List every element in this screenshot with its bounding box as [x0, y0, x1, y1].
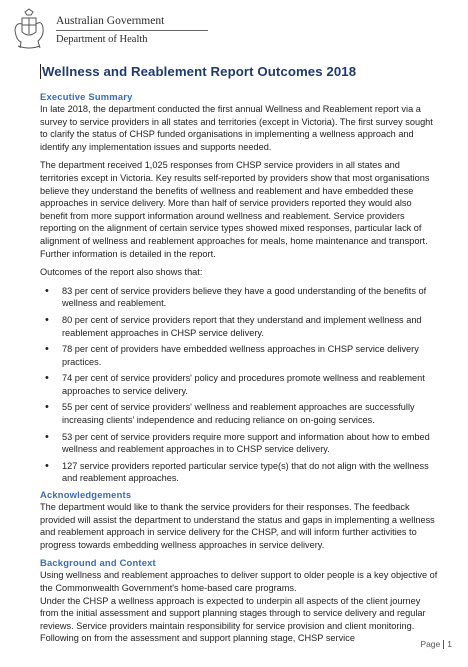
list-item: • 74 per cent of service providers' policy and procedures promote wellness and reablement approaches to service delivery.: [62, 372, 438, 397]
list-item: • 55 per cent of service providers' wellness and reablement approaches are successfully increasing clients' independence and reducing reliance on on-going services.: [62, 401, 438, 426]
list-item: • 127 service providers reported particular service type(s) that do not align with the wellness and reablement approaches.: [62, 460, 438, 485]
header-rule: [56, 30, 208, 31]
letterhead: [12, 6, 165, 54]
summary-paragraph-3: Outcomes of the report also shows that:: [40, 267, 203, 278]
page-number-value: 1: [447, 639, 452, 649]
section-heading-acknowledgements: Acknowledgements: [40, 489, 132, 501]
list-item: • 83 per cent of service providers believe they have a good understanding of the benefits of wellness and reablement.: [62, 285, 438, 310]
agency-name: Australian Government: [56, 15, 165, 27]
coat-of-arms-icon: [12, 6, 46, 50]
list-item: • 80 per cent of service providers report that they understand and implement wellness and reablement approaches in CHSP service delivery.: [62, 314, 438, 339]
page-label: Page: [420, 639, 441, 649]
page-number: [420, 639, 452, 649]
list-item: • 78 per cent of providers have embedded wellness approaches in CHSP service delivery practices.: [62, 343, 438, 368]
summary-paragraph-1: In late 2018, the department conducted the first annual Wellness and Reablement report via a survey to service providers in all states and territories (except in Victoria). The first survey sought to clarify the status of CHSP funded organisations in implementing a wellness approach and identify any implementation issues and supports needed.: [40, 104, 433, 152]
section-heading-background: Background and Context: [40, 557, 156, 569]
department-name: Department of Health: [56, 34, 148, 45]
acknowledgements-paragraph: The department would like to thank the service providers for their responses. The feedback provided will assist the department to understand the status and gaps in implementing a wellness and reablement approach in service delivery for the CHSP, and will inform further activities to progress towards embedding wellness approaches in service delivery.: [40, 502, 435, 550]
section-heading-summary: Executive Summary: [40, 91, 133, 102]
background-paragraph-1: Using wellness and reablement approaches to deliver support to older people is a key objective of the Commonwealth Government's home-based care programs.: [40, 570, 438, 593]
document-body: [40, 64, 441, 651]
outcomes-list: [40, 285, 438, 485]
page-divider: [443, 640, 444, 649]
document-title: Wellness and Reablement Report Outcomes 2018: [40, 64, 438, 79]
background-paragraph-2: Under the CHSP a wellness approach is expected to underpin all aspects of the client journey from the initial assessment and support planning stages through to service delivery and regular reviews. Service providers maintain responsibility for service provision and client monitoring. Following on from the assessment and support planning stage, CHSP service: [40, 595, 426, 644]
list-item: • 53 per cent of service providers require more support and information about how to embed wellness and reablement approaches in to CHSP service delivery.: [62, 431, 438, 456]
summary-paragraph-2: The department received 1,025 responses from CHSP service providers in all states and territories except in Victoria. Key results self-reported by providers show that most organisations believe they understand the benefits of wellness and reablement and have embedded these approaches in service delivery. More than half of service providers reported they would also benefit from more support information around wellness and reablement. Service providers reporting on the alignment of certain service types showed mixed responses, particular lack of alignment of wellness and reablement approaches for meals, home maintenance and transport. Further information is detailed in the report.: [40, 160, 430, 259]
